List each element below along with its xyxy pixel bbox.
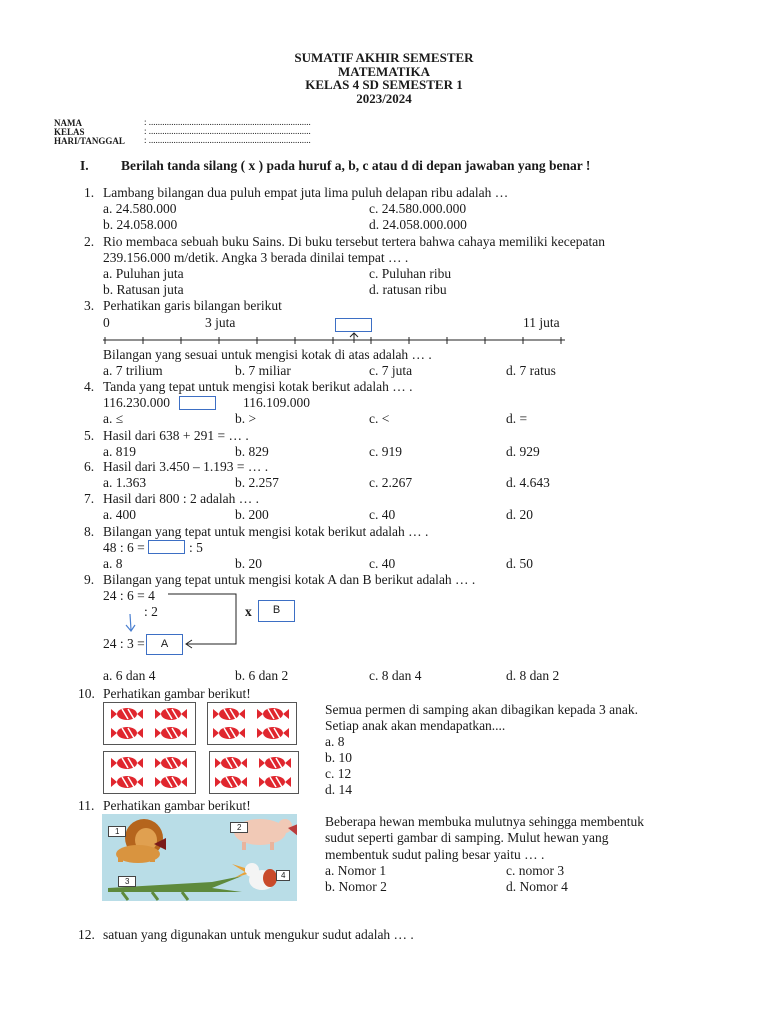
q4-number: 4.: [84, 379, 95, 394]
animal-mouths-image: [102, 814, 297, 901]
q10-option-d[interactable]: d. 14: [325, 782, 352, 797]
q8-number: 8.: [84, 524, 95, 539]
q8-option-c[interactable]: c. 40: [369, 556, 396, 571]
date-field[interactable]: : ........................................................................: [144, 135, 311, 145]
q5-number: 5.: [84, 428, 95, 443]
q9-equation-2: 24 : 3 =: [103, 636, 145, 651]
q4-option-b[interactable]: b. >: [235, 411, 257, 426]
q2-text-line2: 239.156.000 m/detik. Angka 3 berada dinilai tempat … .: [103, 250, 409, 265]
q10-option-c[interactable]: c. 12: [325, 766, 352, 781]
candy-pieces: [103, 702, 303, 797]
number-line-label-0: 0: [103, 315, 110, 330]
q10-option-a[interactable]: a. 8: [325, 734, 345, 749]
q7-text: Hasil dari 800 : 2 adalah … .: [103, 491, 259, 506]
q2-option-b[interactable]: b. Ratusan juta: [103, 282, 184, 297]
q5-text: Hasil dari 638 + 291 = … .: [103, 428, 249, 443]
q10-option-b[interactable]: b. 10: [325, 750, 352, 765]
animal-label-4: 4: [276, 870, 290, 881]
section-number: I.: [80, 158, 89, 173]
animal-label-2: 2: [230, 822, 248, 833]
q2-number: 2.: [84, 234, 95, 249]
animal-label-1: 1: [108, 826, 126, 837]
q6-option-d[interactable]: d. 4.643: [506, 475, 550, 490]
q3-number: 3.: [84, 298, 95, 313]
q9-option-c[interactable]: c. 8 dan 4: [369, 668, 422, 683]
q2-option-d[interactable]: d. ratusan ribu: [369, 282, 447, 297]
q1-number: 1.: [84, 185, 95, 200]
q9-divide-2: : 2: [144, 604, 158, 619]
q5-option-a[interactable]: a. 819: [103, 444, 136, 459]
q4-option-a[interactable]: a. ≤: [103, 411, 124, 426]
q4-left-number: 116.230.000: [103, 395, 170, 410]
q6-option-c[interactable]: c. 2.267: [369, 475, 413, 490]
q11-text: Perhatikan gambar berikut!: [103, 798, 251, 813]
q9-option-a[interactable]: a. 6 dan 4: [103, 668, 156, 683]
q9-option-d[interactable]: d. 8 dan 2: [506, 668, 560, 683]
q5-option-c[interactable]: c. 919: [369, 444, 402, 459]
q12-number: 12.: [78, 927, 95, 942]
q5-option-b[interactable]: b. 829: [235, 444, 269, 459]
q10-description-2: Setiap anak akan mendapatkan....: [325, 718, 506, 733]
q3-option-c[interactable]: c. 7 juta: [369, 363, 413, 378]
q6-option-b[interactable]: b. 2.257: [235, 475, 279, 490]
q8-equation-right: : 5: [189, 540, 203, 555]
q3-option-b[interactable]: b. 7 miliar: [235, 363, 291, 378]
q4-option-c[interactable]: c. <: [369, 411, 390, 426]
class-field[interactable]: : ........................................................................: [144, 126, 311, 136]
q11-description-3: membentuk sudut paling besar yaitu … .: [325, 847, 545, 862]
q10-number: 10.: [78, 686, 95, 701]
q9-text: Bilangan yang tepat untuk mengisi kotak A dan B berikut adalah … .: [103, 572, 476, 587]
q8-answer-box[interactable]: [148, 540, 185, 554]
class-label: KELAS: [54, 127, 85, 137]
q8-option-a[interactable]: a. 8: [103, 556, 123, 571]
name-label: NAMA: [54, 118, 82, 128]
q8-equation-left: 48 : 6 =: [103, 540, 145, 555]
q7-option-c[interactable]: c. 40: [369, 507, 396, 522]
q8-option-b[interactable]: b. 20: [235, 556, 262, 571]
q2-option-a[interactable]: a. Puluhan juta: [103, 266, 184, 281]
name-field[interactable]: : ........................................................................: [144, 117, 311, 127]
q9-equation-1: 24 : 6 = 4: [103, 588, 155, 603]
number-line-label-3juta: 3 juta: [205, 315, 236, 330]
q7-number: 7.: [84, 491, 95, 506]
q4-right-number: 116.109.000: [243, 395, 310, 410]
title-line-2: MATEMATIKA: [338, 64, 430, 79]
q8-text: Bilangan yang tepat untuk mengisi kotak berikut adalah … .: [103, 524, 429, 539]
section-instruction: Berilah tanda silang ( x ) pada huruf a, b, c atau d di depan jawaban yang benar !: [121, 158, 591, 173]
q3-text: Perhatikan garis bilangan berikut: [103, 298, 282, 313]
q7-option-a[interactable]: a. 400: [103, 507, 136, 522]
q9-times-sign: x: [245, 604, 252, 619]
date-label: HARI/TANGGAL: [54, 136, 125, 146]
q3-option-d[interactable]: d. 7 ratus: [506, 363, 556, 378]
title-line-3: KELAS 4 SD SEMESTER 1: [305, 77, 463, 92]
number-line: [95, 330, 575, 346]
q2-option-c[interactable]: c. Puluhan ribu: [369, 266, 452, 281]
q10-text: Perhatikan gambar berikut!: [103, 686, 251, 701]
q6-number: 6.: [84, 459, 95, 474]
q9-option-b[interactable]: b. 6 dan 2: [235, 668, 289, 683]
q8-option-d[interactable]: d. 50: [506, 556, 533, 571]
q11-option-c[interactable]: c. nomor 3: [506, 863, 565, 878]
q12-text: satuan yang digunakan untuk mengukur sudut adalah … .: [103, 927, 414, 942]
q7-option-d[interactable]: d. 20: [506, 507, 533, 522]
q3-option-a[interactable]: a. 7 trilium: [103, 363, 163, 378]
q4-option-d[interactable]: d. =: [506, 411, 528, 426]
q1-option-c[interactable]: c. 24.580.000.000: [369, 201, 467, 216]
q9-number: 9.: [84, 572, 95, 587]
q1-option-d[interactable]: d. 24.058.000.000: [369, 217, 467, 232]
title-line-1: SUMATIF AKHIR SEMESTER: [294, 50, 474, 65]
q1-option-b[interactable]: b. 24.058.000: [103, 217, 178, 232]
q1-option-a[interactable]: a. 24.580.000: [103, 201, 177, 216]
animal-label-3: 3: [118, 876, 136, 887]
q7-option-b[interactable]: b. 200: [235, 507, 269, 522]
number-line-label-11juta: 11 juta: [523, 315, 560, 330]
q11-description-1: Beberapa hewan membuka mulutnya sehingga membentuk: [325, 814, 645, 829]
q6-text: Hasil dari 3.450 – 1.193 = … .: [103, 459, 269, 474]
animal-illustration: [102, 814, 297, 901]
q4-text: Tanda yang tepat untuk mengisi kotak berikut adalah … .: [103, 379, 413, 394]
q10-description-1: Semua permen di samping akan dibagikan kepada 3 anak.: [325, 702, 639, 717]
q11-option-a[interactable]: a. Nomor 1: [325, 863, 387, 878]
q11-option-d[interactable]: d. Nomor 4: [506, 879, 568, 894]
q1-text: Lambang bilangan dua puluh empat juta lima puluh delapan ribu adalah …: [103, 185, 509, 200]
q9-box-b[interactable]: B: [258, 600, 295, 622]
q11-option-b[interactable]: b. Nomor 2: [325, 879, 387, 894]
q11-number: 11.: [78, 798, 95, 813]
q9-arrows: [120, 588, 270, 658]
q9-box-a[interactable]: A: [146, 634, 183, 655]
title-line-4: 2023/2024: [356, 91, 412, 106]
q5-option-d[interactable]: d. 929: [506, 444, 540, 459]
q6-option-a[interactable]: a. 1.363: [103, 475, 147, 490]
q2-text-line1: Rio membaca sebuah buku Sains. Di buku tersebut tertera bahwa cahaya memiliki kecepatan: [103, 234, 605, 249]
q3-question: Bilangan yang sesuai untuk mengisi kotak di atas adalah … .: [103, 347, 432, 362]
q4-answer-box[interactable]: [179, 396, 216, 410]
q11-description-2: sudut seperti gambar di samping. Mulut hewan yang: [325, 830, 609, 845]
